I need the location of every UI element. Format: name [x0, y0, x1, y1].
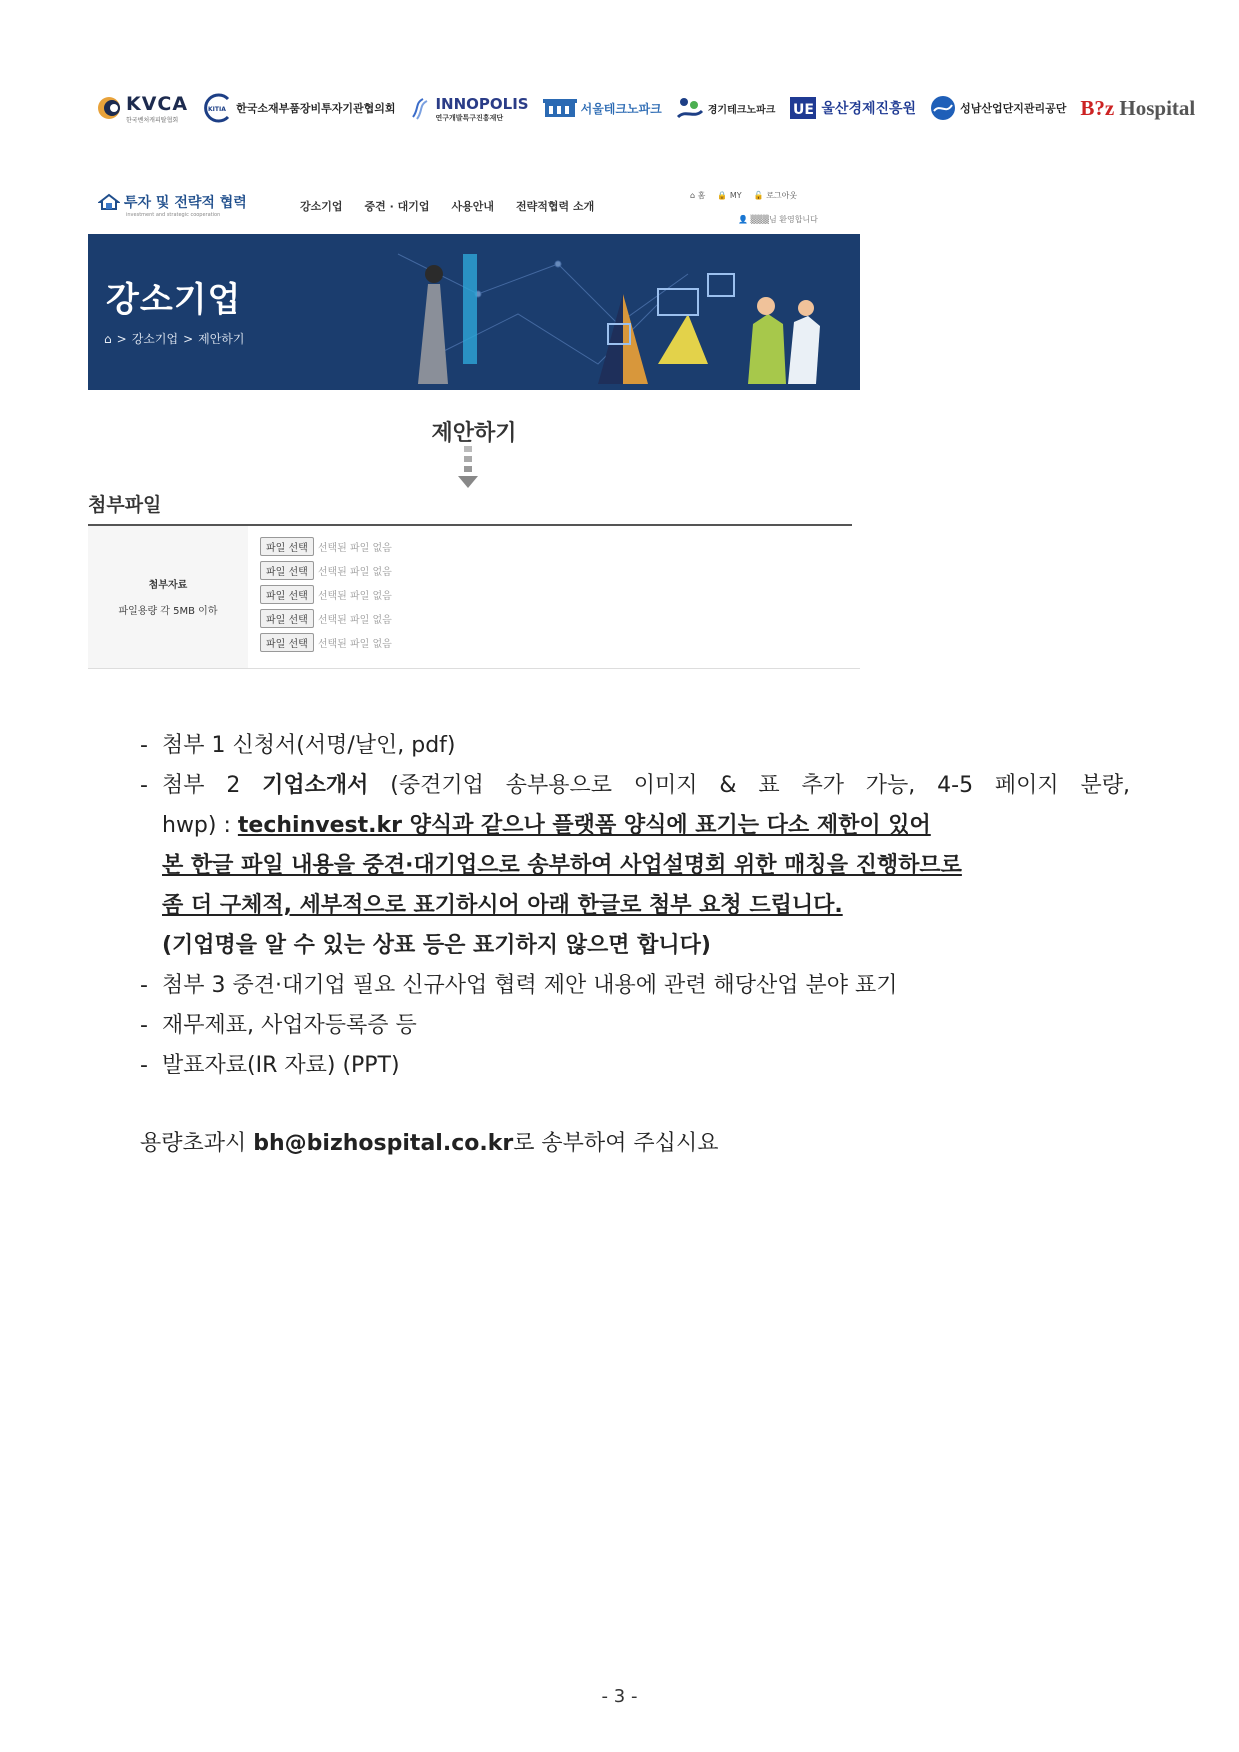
attachment-label-cell: 첨부자료 파일용량 각 5MB 이하: [88, 526, 248, 668]
file-select-button[interactable]: 파일 선택: [260, 585, 314, 604]
breadcrumb: [104, 330, 245, 347]
list-item-continuation: (기업명을 알 수 있는 상표 등은 표기하지 않으면 합니다): [162, 933, 711, 958]
list-item: - 첨부 2 기업소개서 (중견기업 송부용으로 이미지 & 표 추가 가능, 4-5 페이지 분량,: [140, 766, 1130, 806]
file-input-row: [260, 534, 392, 558]
gyeonggi-technopark-logo: 경기테크노파크: [676, 95, 776, 121]
file-input-row: [260, 630, 392, 654]
file-select-button[interactable]: 파일 선택: [260, 561, 314, 580]
ulsan-economic-agency-logo: UE 울산경제진흥원: [789, 95, 916, 121]
site-brand[interactable]: 투자 및 전략적 협력 investment and strategic cooperation: [98, 192, 247, 212]
list-item: - 첨부 1 신청서(서명/날인, pdf): [140, 726, 1130, 766]
file-input-list: [260, 534, 392, 654]
welcome-message: 👤 ▒▒▒님 환영합니다: [738, 215, 818, 224]
list-item: - 첨부 3 중견·대기업 필요 신규사업 협력 제안 내용에 관련 해당산업 분야 표기: [140, 966, 1130, 1006]
file-status: 선택된 파일 없음: [317, 614, 392, 626]
seongnam-industrial-logo: 성남산업단지관리공단: [930, 95, 1066, 121]
breadcrumb-item[interactable]: 제안하기: [198, 332, 245, 346]
arrow-down-icon: [456, 446, 480, 490]
menu-item-midsize-large[interactable]: 중견 · 대기업: [364, 200, 430, 213]
website-screenshot: [88, 178, 860, 668]
file-select-button[interactable]: 파일 선택: [260, 609, 314, 628]
list-item: - 재무제표, 사업자등록증 등: [140, 1006, 1130, 1046]
oversize-note: 용량초과시 bh@bizhospital.co.kr로 송부하여 주십시요: [140, 1131, 719, 1156]
file-status: 선택된 파일 없음: [317, 566, 392, 578]
site-header: [88, 178, 860, 234]
seoul-technopark-logo: 서울테크노파크: [543, 97, 662, 119]
user-icon: 👤: [738, 215, 748, 224]
list-item-continuation: 본 한글 파일 내용을 중견·대기업으로 송부하여 사업설명회 위한 매칭을 진행하므로: [162, 853, 962, 878]
menu-item-strategic-intro[interactable]: 전략적협력 소개: [516, 200, 595, 213]
contact-email[interactable]: bh@bizhospital.co.kr: [253, 1131, 514, 1156]
hero-illustration: [358, 234, 860, 390]
home-icon: ⌂: [690, 191, 696, 200]
list-item-continuation: hwp) : techinvest.kr 양식과 같으나 플랫폼 양식에 표기는 다소 제한이 있어: [162, 813, 931, 838]
chevron-right-icon: >: [183, 331, 194, 346]
logout-link[interactable]: 🔓 로그아웃: [753, 191, 798, 200]
menu-item-guide[interactable]: 사용안내: [451, 200, 494, 213]
file-input-row: [260, 606, 392, 630]
file-select-button[interactable]: 파일 선택: [260, 633, 314, 652]
chevron-right-icon: >: [116, 331, 127, 346]
unlock-icon: 🔓: [753, 191, 764, 200]
page-heading: 제안하기: [431, 421, 517, 446]
home-logo-icon: [98, 193, 120, 211]
home-link[interactable]: ⌂ 홈: [690, 191, 706, 200]
attachment-table: [88, 526, 860, 668]
hero-title: 강소기업: [106, 280, 242, 320]
section-title: 첨부파일: [88, 494, 162, 516]
utility-links: [690, 190, 797, 201]
bizhospital-logo: B?z Hospital: [1080, 95, 1196, 120]
file-select-button[interactable]: 파일 선택: [260, 537, 314, 556]
file-input-row: [260, 558, 392, 582]
menu-item-small-giant[interactable]: 강소기업: [300, 200, 343, 213]
lock-icon: 🔒: [717, 191, 728, 200]
my-link[interactable]: 🔒 MY: [717, 191, 742, 200]
home-icon[interactable]: ⌂: [104, 331, 112, 346]
list-item-continuation: 좀 더 구체적, 세부적으로 표기하시어 아래 한글로 첨부 요청 드립니다.: [162, 893, 843, 918]
file-status: 선택된 파일 없음: [317, 638, 392, 650]
site-main-menu: [300, 198, 594, 214]
breadcrumb-item[interactable]: 강소기업: [131, 332, 179, 346]
file-input-row: [260, 582, 392, 606]
page-number: - 3 -: [601, 1686, 638, 1707]
kitia-logo: KITIA 한국소재부품장비투자기관협의회: [202, 93, 395, 123]
partner-logo-strip: [96, 86, 1196, 130]
hero-banner: [88, 234, 860, 390]
innopolis-logo: INNOPOLIS 연구개발특구진흥재단: [409, 94, 528, 123]
svg-text:KITIA: KITIA: [208, 106, 226, 113]
kvca-logo: KVCA 한국벤처캐피탈협회: [96, 93, 188, 124]
svg-text:UE: UE: [793, 102, 815, 118]
file-status: 선택된 파일 없음: [317, 542, 392, 554]
list-item: - 발표자료(IR 자료) (PPT): [140, 1046, 1130, 1086]
file-status: 선택된 파일 없음: [317, 590, 392, 602]
attachment-instructions: [140, 726, 1130, 1086]
